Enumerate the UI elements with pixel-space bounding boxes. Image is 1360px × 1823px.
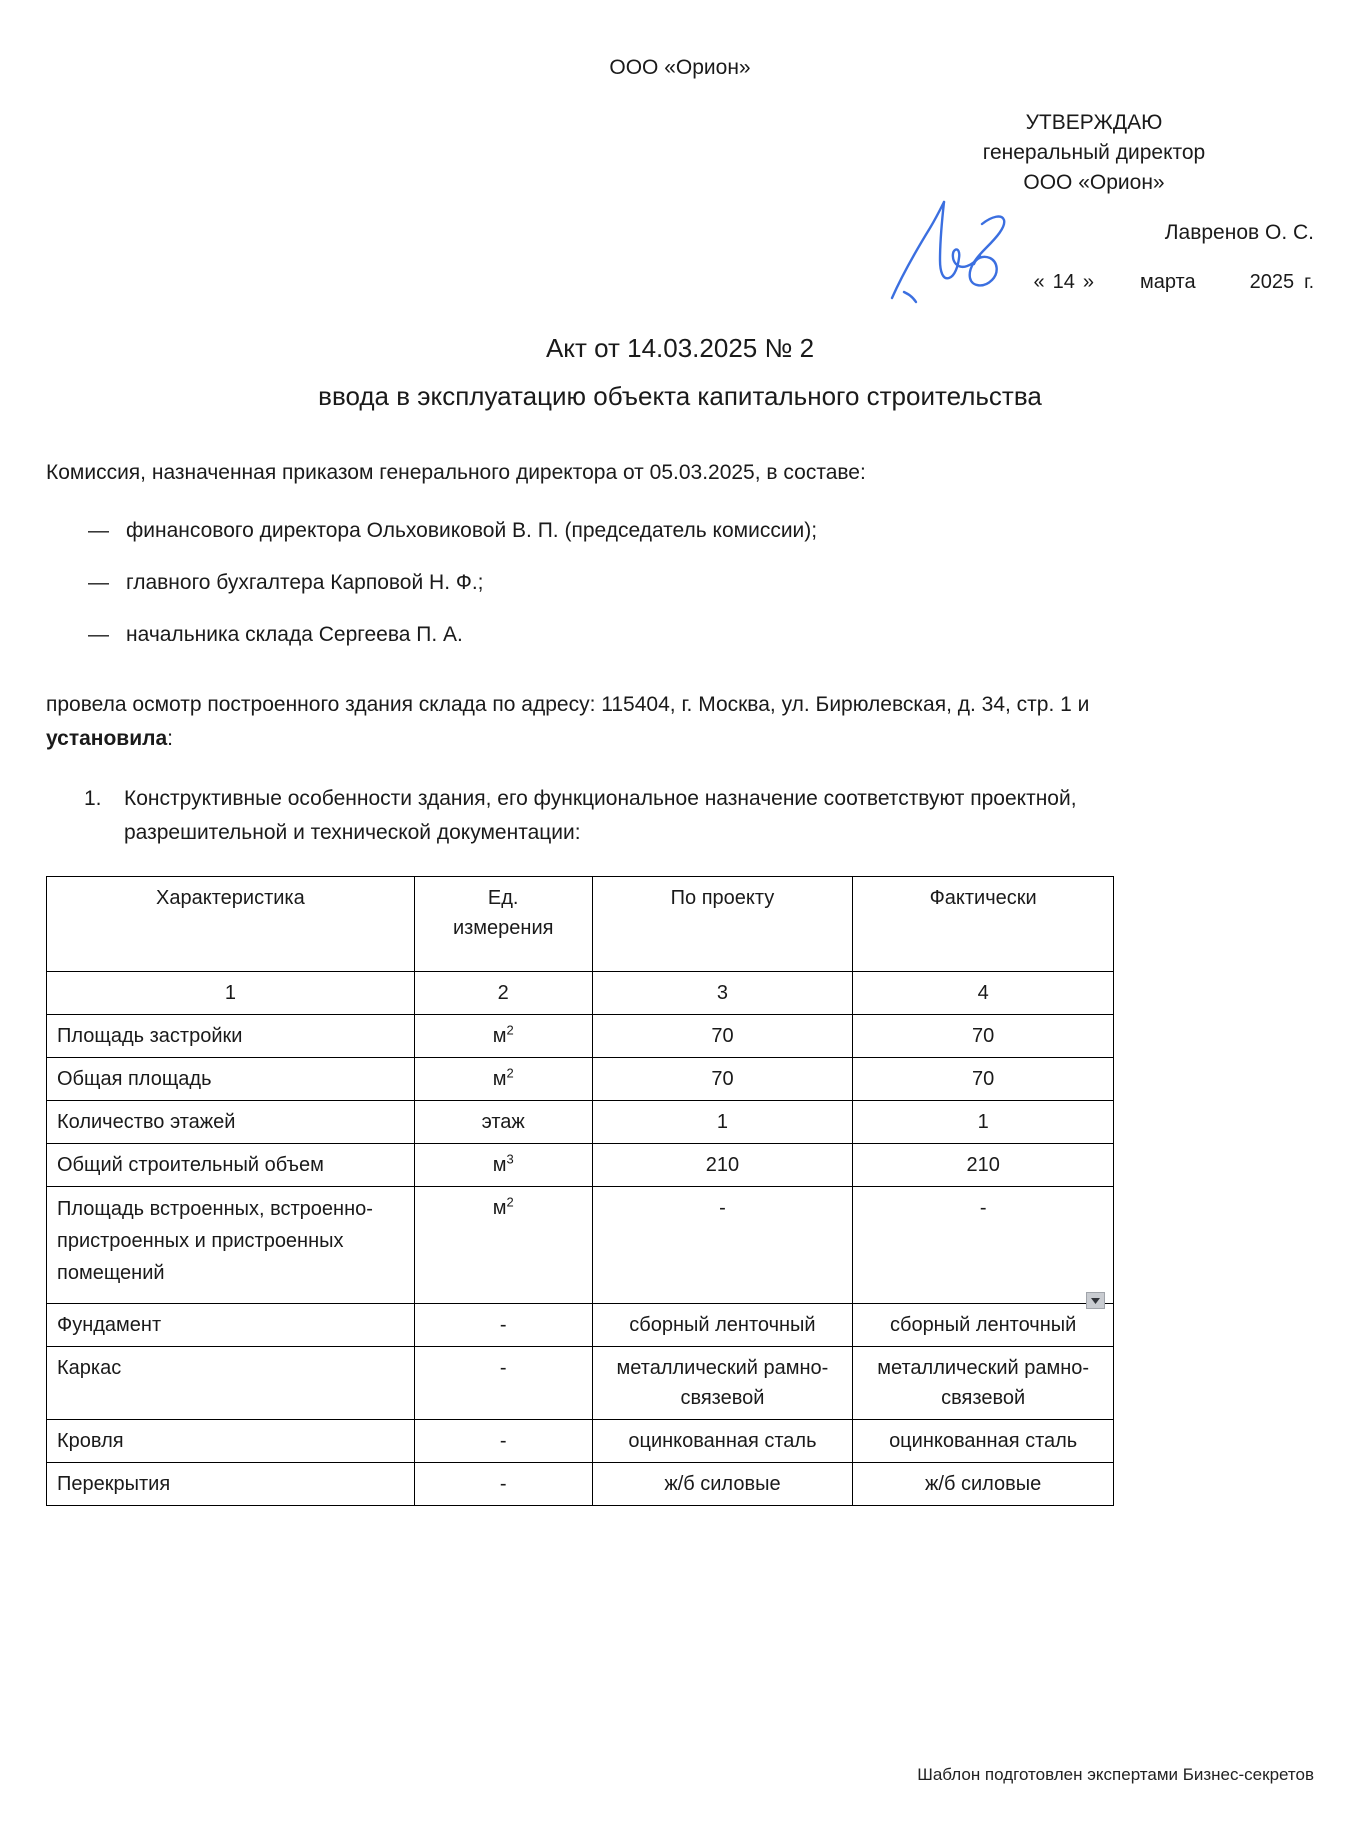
cell-actual: сборный ленточный (853, 1304, 1114, 1347)
table-header (47, 877, 1114, 972)
cell-project: сборный ленточный (592, 1304, 853, 1347)
dash-bullet: — (88, 571, 109, 594)
cell-actual: 210 (853, 1144, 1114, 1187)
cell-unit: - (414, 1463, 592, 1506)
established-keyword: установила (46, 727, 168, 750)
unit-exponent: 2 (506, 1065, 514, 1081)
list-item (46, 516, 1316, 546)
unit-base: м (492, 1197, 507, 1219)
table-row (47, 1420, 1114, 1463)
approver-name: Лавренов О. С. (1164, 221, 1314, 244)
member-text: главного бухгалтера Карповой Н. Ф.; (126, 571, 484, 594)
unit-header-line1: Ед. (487, 887, 519, 909)
cell-characteristic: Перекрытия (47, 1463, 415, 1506)
table-row (47, 1144, 1114, 1187)
table-row (47, 1015, 1114, 1058)
approval-date-row (874, 268, 1314, 297)
cell-unit (414, 1058, 592, 1101)
date-year-suffix: г. (1304, 272, 1314, 293)
cell-unit (414, 1144, 592, 1187)
unit-exponent: 2 (506, 1194, 514, 1210)
column-header-project: По проекту (592, 877, 853, 972)
cell-project: металлический рамно-связевой (592, 1347, 853, 1420)
numbered-item-1 (46, 782, 1316, 850)
column-header-characteristic: Характеристика (47, 877, 415, 972)
cell-actual: - (853, 1187, 1114, 1304)
unit-header-line2: измерения (452, 917, 554, 939)
unit-exponent: 2 (506, 1022, 514, 1038)
item-text: Конструктивные особенности здания, его функциональное назначение соответствуют проектной, разрешительной и технической документации: (124, 787, 1077, 844)
table-row (47, 1347, 1114, 1420)
approver-organization: ООО «Орион» (1023, 171, 1165, 194)
cell-unit (414, 1101, 592, 1144)
table-header-row (47, 877, 1114, 972)
cell-project: оцинкованная сталь (592, 1420, 853, 1463)
table-row (47, 1187, 1114, 1304)
approval-word: УТВЕРЖДАЮ (1025, 111, 1163, 134)
cell-unit: - (414, 1347, 592, 1420)
cell-characteristic: Площадь застройки (47, 1015, 415, 1058)
table-body (47, 972, 1114, 1506)
inspection-text-part1: провела осмотр построенного здания склада по адресу: 115404, г. Москва, ул. Бирюлевская, д. 34, стр. 1 и (46, 693, 1090, 716)
footer-note: Шаблон подготовлен экспертами Бизнес-секретов (917, 1765, 1314, 1784)
specification-table (46, 876, 1114, 1506)
date-month: марта (1139, 271, 1196, 293)
quote-open: « (1033, 271, 1045, 293)
cell-characteristic: Каркас (47, 1347, 415, 1420)
unit-exponent: 3 (506, 1151, 514, 1167)
cell-project: 70 (592, 1058, 853, 1101)
approver-position: генеральный директор (982, 141, 1206, 164)
cell-characteristic: Количество этажей (47, 1101, 415, 1144)
cell-characteristic: Общая площадь (47, 1058, 415, 1101)
inspection-paragraph (46, 688, 1116, 756)
table-row (47, 1463, 1114, 1506)
list-item (46, 620, 1316, 650)
cell-project: 70 (592, 1015, 853, 1058)
column-header-actual: Фактически (853, 877, 1114, 972)
cell-unit (414, 1187, 592, 1304)
table-row (47, 1058, 1114, 1101)
document-subtitle: ввода в эксплуатацию объекта капитального строительства (318, 381, 1042, 411)
table-row (47, 1101, 1114, 1144)
approval-block (874, 108, 1314, 198)
column-number-1: 1 (47, 972, 415, 1015)
commission-members-list (46, 516, 1316, 672)
member-text: финансового директора Ольховиковой В. П. (председатель комиссии); (126, 519, 818, 542)
cell-project: 210 (592, 1144, 853, 1187)
unit-base: этаж (481, 1111, 525, 1133)
cell-actual: 1 (853, 1101, 1114, 1144)
cell-characteristic: Кровля (47, 1420, 415, 1463)
cell-actual: оцинкованная сталь (853, 1420, 1114, 1463)
column-number-4: 4 (853, 972, 1114, 1015)
signature-row (874, 218, 1314, 264)
column-header-unit (414, 877, 592, 972)
quote-close: » (1082, 271, 1094, 293)
cell-unit: - (414, 1420, 592, 1463)
table-row-column-numbers (47, 972, 1114, 1015)
list-item (46, 568, 1316, 598)
organization-name: ООО «Орион» (609, 56, 751, 79)
cell-actual: 70 (853, 1015, 1114, 1058)
cell-project: ж/б силовые (592, 1463, 853, 1506)
cell-project: - (592, 1187, 853, 1304)
item-number: 1. (84, 787, 102, 810)
cell-characteristic: Площадь встроенных, встроенно-пристроенных и пристроенных помещений (47, 1187, 415, 1304)
cell-characteristic: Фундамент (47, 1304, 415, 1347)
dash-bullet: — (88, 519, 109, 542)
unit-base: м (492, 1025, 507, 1047)
unit-base: м (492, 1154, 507, 1176)
dash-bullet: — (88, 623, 109, 646)
unit-base: м (492, 1068, 507, 1090)
date-day: 14 (1052, 271, 1075, 293)
cell-actual: ж/б силовые (853, 1463, 1114, 1506)
cell-actual: 70 (853, 1058, 1114, 1101)
inspection-text-part2: : (167, 727, 173, 750)
cell-unit: - (414, 1304, 592, 1347)
cell-actual: металлический рамно-связевой (853, 1347, 1114, 1420)
document-title: Акт от 14.03.2025 № 2 (545, 333, 815, 363)
cell-project: 1 (592, 1101, 853, 1144)
column-number-3: 3 (592, 972, 853, 1015)
cell-characteristic: Общий строительный объем (47, 1144, 415, 1187)
cell-unit (414, 1015, 592, 1058)
member-text: начальника склада Сергеева П. А. (126, 623, 463, 646)
chevron-down-icon[interactable] (1086, 1292, 1105, 1309)
table-row (47, 1304, 1114, 1347)
date-year: 2025 (1249, 271, 1295, 293)
column-number-2: 2 (414, 972, 592, 1015)
commission-intro: Комиссия, назначенная приказом генерального директора от 05.03.2025, в составе: (46, 461, 866, 484)
